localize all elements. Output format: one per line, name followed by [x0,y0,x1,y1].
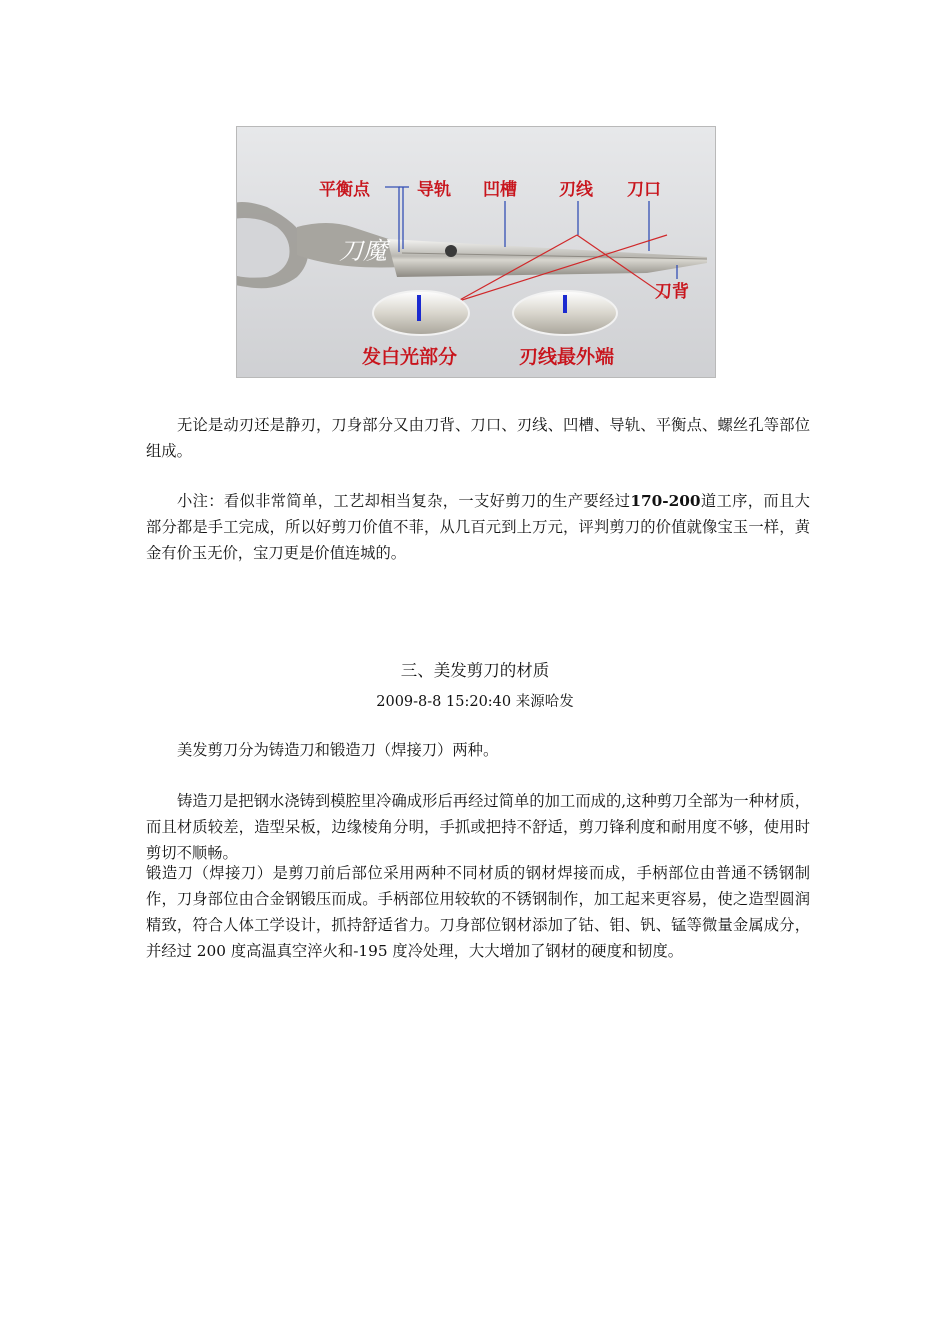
label-blade-back: 刀背 [655,282,689,302]
scissors-diagram-photo [236,126,716,378]
label-edge-line: 刃线 [559,180,593,200]
paragraph-note [146,488,810,566]
edge-outer-marker [563,295,567,313]
note-text-end: 道工序，而且大部分都是手工完成，所以好剪刀价值不菲，从几百元到上万元，评判剪刀的价值就像宝玉一样，黄金有价玉无价，宝刀更是价值连城的。 [146,492,810,562]
scissors-diagram-svg [237,127,715,377]
note-text-start: 小注：看似非常简单，工艺却相当复杂，一支好剪刀的生产要经过 [177,492,631,510]
paragraph-types: 美发剪刀分为铸造刀和锻造刀（焊接刀）两种。 [177,741,499,759]
section-title: 三、美发剪刀的材质 [400,661,550,680]
screw-hole [445,245,457,257]
label-blade-edge: 刀口 [627,180,661,200]
label-guide-rail: 导轨 [417,180,451,200]
paragraph-blade-parts: 无论是动刃还是静刃，刀身部分又由刀背、刀口、刃线、凹槽、导轨、平衡点、螺丝孔等部位组成。 [146,416,810,460]
white-glow-marker [417,295,421,321]
label-edge-outer: 刃线最外端 [519,346,615,368]
label-balance-point: 平衡点 [319,180,370,200]
label-groove: 凹槽 [483,180,517,200]
label-white-glow: 发白光部分 [362,346,458,368]
paragraph-forged-scissors: 锻造刀（焊接刀）是剪刀前后部位采用两种不同材质的钢材焊接而成，手柄部位由普通不锈钢制作，刀身部位由合金钢锻压而成。手柄部位用较软的不锈钢制作，加工起来更容易，使之造型圆润精致，符合人体工学设计，抓持舒适省力。刀身部位钢材添加了钴、钼、钒、锰等微量金属成分，并经过 200 度高温真空淬火和-195 度冷处理，大大增加了钢材的硬度和韧度。 [146,864,810,960]
paragraph-cast-scissors: 铸造刀是把钢水浇铸到模腔里冷确成形后再经过简单的加工而成的,这种剪刀全部为一种材质，而且材质较差，造型呆板，边缘棱角分明，手抓或把持不舒适，剪刀锋利度和耐用度不够，使用时剪切不顺畅。 [146,792,810,862]
section-meta: 2009-8-8 15:20:40 来源哈发 [376,694,574,710]
watermark-text: 刀魔 [339,237,387,265]
magnifier-left [373,291,469,335]
note-process-count: 170-200 [630,492,701,510]
magnifier-right [513,291,617,335]
